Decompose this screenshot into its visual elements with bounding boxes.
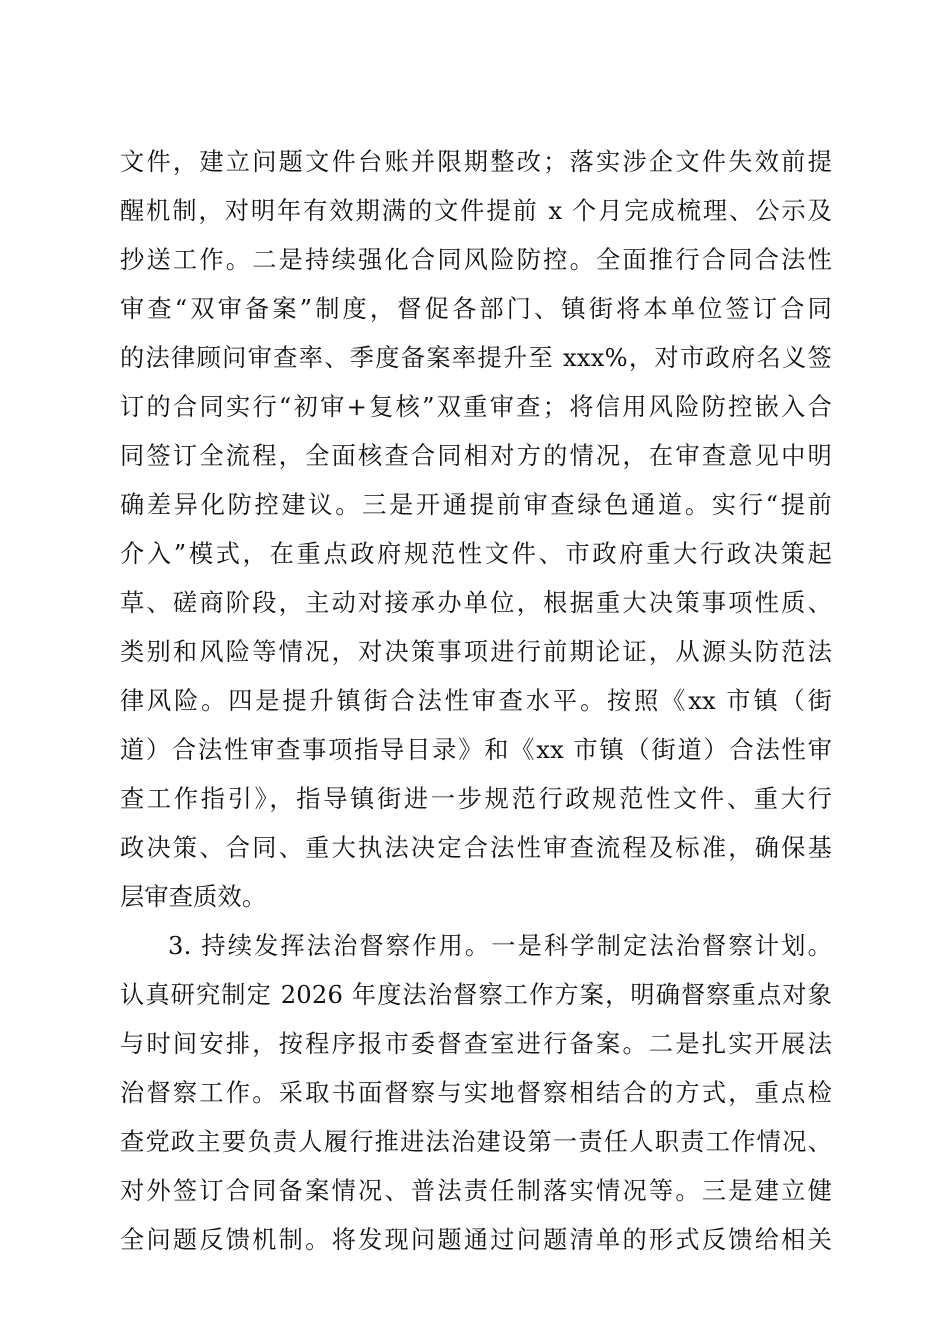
paragraph-1-line: 政决策、合同、重大执法决定合法性审查流程及标准，确保基	[120, 834, 832, 862]
paragraph-1-line: 确差异化防控建议。三是开通提前审查绿色通道。实行“提前	[120, 491, 832, 519]
paragraph-2-line: 对外签订合同备案情况、普法责任制落实情况等。三是建立健	[120, 1177, 832, 1205]
paragraph-2-line: 治督察工作。采取书面督察与实地督察相结合的方式，重点检	[120, 1079, 832, 1107]
paragraph-1-line: 律风险。四是提升镇街合法性审查水平。按照《xx 市镇（街	[120, 687, 832, 715]
paragraph-1-line: 介入”模式，在重点政府规范性文件、市政府重大行政决策起	[120, 540, 832, 568]
paragraph-1-line: 类别和风险等情况，对决策事项进行前期论证，从源头防范法	[120, 638, 832, 666]
paragraph-1-line: 同签订全流程，全面核查合同相对方的情况，在审查意见中明	[120, 442, 832, 470]
paragraph-2-line: 全问题反馈机制。将发现问题通过问题清单的形式反馈给相关	[120, 1226, 832, 1254]
paragraph-1-line: 订的合同实行“初审+复核”双重审查；将信用风险防控嵌入合	[120, 393, 832, 421]
paragraph-1-line: 道）合法性审查事项指导目录》和《xx 市镇（街道）合法性审	[120, 736, 832, 764]
paragraph-2-line: 与时间安排，按程序报市委督查室进行备案。二是扎实开展法	[120, 1030, 832, 1058]
paragraph-2-line: 查党政主要负责人履行推进法治建设第一责任人职责工作情况、	[120, 1128, 832, 1156]
paragraph-2-first-line: 3. 持续发挥法治督察作用。一是科学制定法治督察计划。	[168, 932, 832, 960]
body-text	[120, 138, 832, 1265]
paragraph-1-line: 抄送工作。二是持续强化合同风险防控。全面推行合同合法性	[120, 246, 832, 274]
paragraph-1-line: 文件，建立问题文件台账并限期整改；落实涉企文件失效前提	[120, 148, 832, 176]
paragraph-1-line: 审查“双审备案”制度，督促各部门、镇街将本单位签订合同	[120, 295, 832, 323]
paragraph-1-line: 查工作指引》，指导镇街进一步规范行政规范性文件、重大行	[120, 785, 832, 813]
paragraph-1-line: 草、磋商阶段，主动对接承办单位，根据重大决策事项性质、	[120, 589, 832, 617]
paragraph-1-last-line: 层审查质效。	[120, 883, 267, 911]
paragraph-1-line: 的法律顾问审查率、季度备案率提升至 xxx%，对市政府名义签	[120, 344, 832, 372]
paragraph-1-line: 醒机制，对明年有效期满的文件提前 x 个月完成梳理、公示及	[120, 197, 832, 225]
paragraph-2-line: 认真研究制定 2026 年度法治督察工作方案，明确督察重点对象	[120, 981, 832, 1009]
